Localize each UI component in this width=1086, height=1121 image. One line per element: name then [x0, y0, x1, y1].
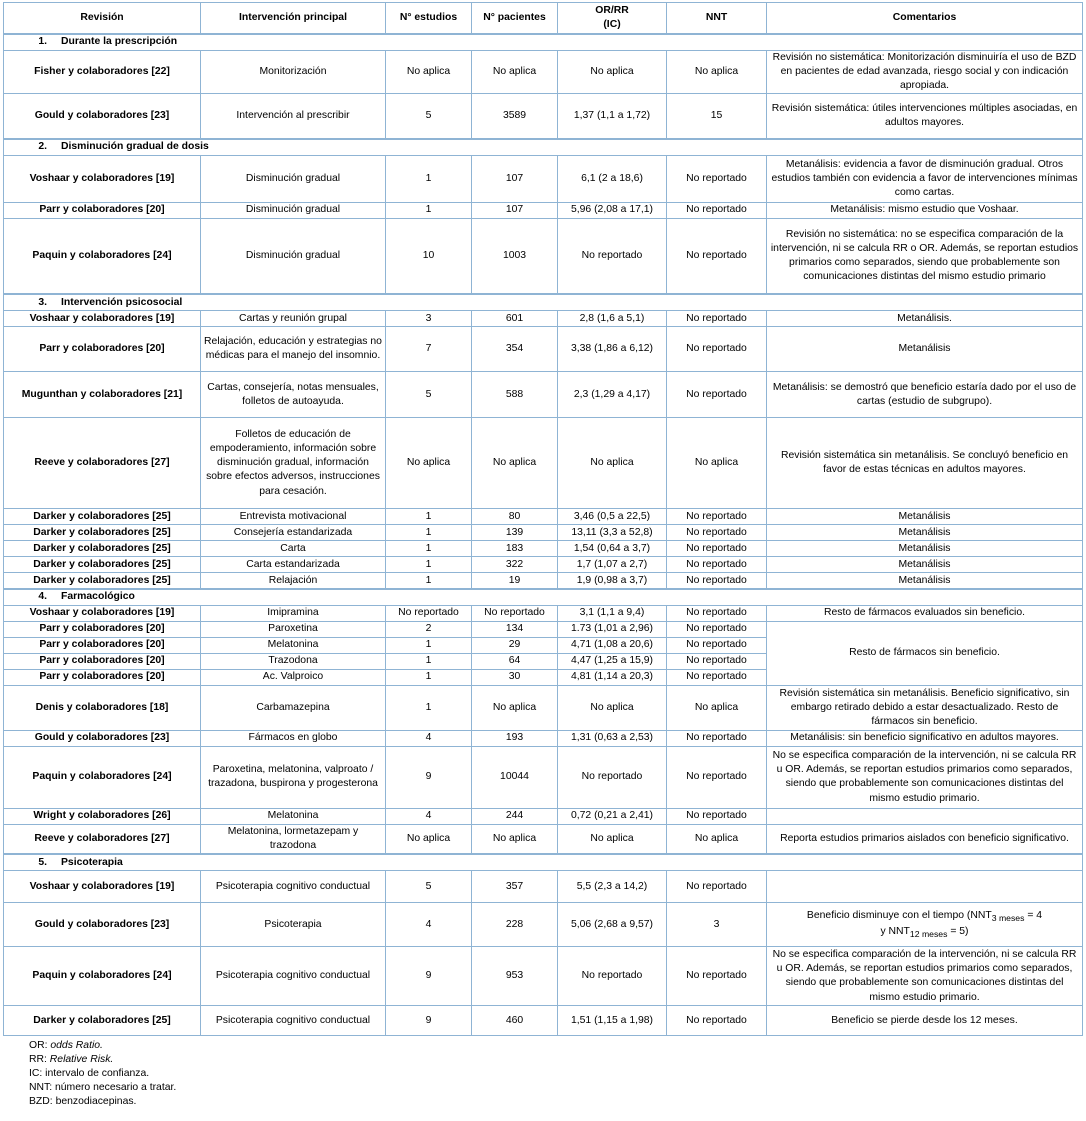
cell-or-rr: 1,51 (1,15 a 1,98)	[558, 1006, 667, 1036]
cell-or-rr: 5,06 (2,68 a 9,57)	[558, 903, 667, 947]
cell-or-rr: 3,1 (1,1 a 9,4)	[558, 605, 667, 621]
cell-nnt: No reportado	[667, 730, 767, 746]
cell-revision: Wright y colaboradores [26]	[4, 808, 201, 824]
cell-pacientes: 193	[472, 730, 558, 746]
cell-estudios: 5	[386, 94, 472, 139]
header-or-rr-line2: (IC)	[603, 19, 621, 30]
table-row	[4, 685, 1083, 730]
cell-nnt: No reportado	[667, 525, 767, 541]
cell-or-rr: 0,72 (0,21 a 2,41)	[558, 808, 667, 824]
cell-nnt: No aplica	[667, 418, 767, 509]
cell-nnt: No reportado	[667, 746, 767, 808]
cell-revision: Mugunthan y colaboradores [21]	[4, 372, 201, 418]
cell-or-rr: 1,54 (0,64 a 3,7)	[558, 541, 667, 557]
cell-estudios: 1	[386, 637, 472, 653]
cell-revision: Paquin y colaboradores [24]	[4, 746, 201, 808]
cell-nnt: No reportado	[667, 541, 767, 557]
section-title: Durante la prescripción	[61, 36, 178, 48]
section-row	[4, 589, 1083, 606]
table-row	[4, 372, 1083, 418]
cell-or-rr: 2,3 (1,29 a 4,17)	[558, 372, 667, 418]
cell-intervencion: Carta	[201, 541, 386, 557]
cell-comentarios: Resto de fármacos evaluados sin beneficio.	[767, 605, 1083, 621]
cell-nnt: No aplica	[667, 685, 767, 730]
header-revision: Revisión	[4, 3, 201, 35]
cell-intervencion: Consejería estandarizada	[201, 525, 386, 541]
cell-nnt: No reportado	[667, 218, 767, 294]
cell-revision: Voshaar y colaboradores [19]	[4, 311, 201, 327]
cell-comentarios: No se especifica comparación de la intervención, ni se calcula RR u OR. Además, se reportan estudios primarios como separados, siendo que probablemente son comunicaciones distintas del mismo estudio primario.	[767, 746, 1083, 808]
footnote-abbr: NNT:	[29, 1082, 53, 1094]
cell-pacientes: 107	[472, 155, 558, 202]
section-number: 5.	[38, 856, 47, 868]
cell-comentarios: Metanálisis: evidencia a favor de disminución gradual. Otros estudios también con evidencia a favor de intervenciones mínimas como cartas.	[767, 155, 1083, 202]
table-row	[4, 730, 1083, 746]
cell-nnt: No reportado	[667, 509, 767, 525]
cell-or-rr: 3,46 (0,5 a 22,5)	[558, 509, 667, 525]
cell-intervencion: Relajación, educación y estrategias no médicas para el manejo del insomnio.	[201, 327, 386, 372]
cell-pacientes: 183	[472, 541, 558, 557]
cell-intervencion: Psicoterapia cognitivo conductual	[201, 1006, 386, 1036]
cell-or-rr: 1,7 (1,07 a 2,7)	[558, 557, 667, 573]
cell-estudios: 5	[386, 871, 472, 903]
comment-part: Beneficio disminuye con el tiempo (NNT	[806, 910, 992, 922]
footnotes	[3, 1039, 1082, 1109]
footnote-abbr: IC:	[29, 1068, 43, 1080]
cell-revision: Gould y colaboradores [23]	[4, 903, 201, 947]
cell-intervencion: Cartas, consejería, notas mensuales, folletos de autoayuda.	[201, 372, 386, 418]
table-row	[4, 808, 1083, 824]
cell-estudios: 1	[386, 155, 472, 202]
cell-estudios: 1	[386, 557, 472, 573]
cell-intervencion: Trazodona	[201, 653, 386, 669]
cell-estudios: 1	[386, 669, 472, 685]
cell-estudios: 1	[386, 509, 472, 525]
cell-nnt: No aplica	[667, 51, 767, 94]
section-title: Intervención psicosocial	[61, 296, 183, 308]
cell-nnt: No reportado	[667, 557, 767, 573]
cell-comentarios: Metanálisis: se demostró que beneficio estaría dado por el uso de cartas (estudio de subgrupo).	[767, 372, 1083, 418]
cell-pacientes: No aplica	[472, 418, 558, 509]
cell-comentarios	[767, 871, 1083, 903]
cell-pacientes: 601	[472, 311, 558, 327]
section-number: 4.	[38, 591, 47, 603]
comment-subscript: 12 meses	[909, 929, 948, 939]
cell-revision: Darker y colaboradores [25]	[4, 573, 201, 589]
table-row	[4, 541, 1083, 557]
cell-estudios: No aplica	[386, 418, 472, 509]
cell-intervencion: Carta estandarizada	[201, 557, 386, 573]
cell-pacientes: 357	[472, 871, 558, 903]
cell-intervencion: Paroxetina, melatonina, valproato / trazadona, buspirona y progesterona	[201, 746, 386, 808]
cell-comentarios: Revisión sistemática sin metanálisis. Beneficio significativo, sin embargo retirado debido a estar desactualizado. Resto de fármacos sin beneficio.	[767, 685, 1083, 730]
table-row	[4, 1006, 1083, 1036]
cell-revision: Gould y colaboradores [23]	[4, 94, 201, 139]
cell-comentarios: Revisión sistemática: útiles intervenciones múltiples asociadas, en adultos mayores.	[767, 94, 1083, 139]
cell-nnt: 3	[667, 903, 767, 947]
comment-part: = 5)	[947, 925, 969, 937]
cell-or-rr: No reportado	[558, 947, 667, 1006]
cell-revision: Parr y colaboradores [20]	[4, 327, 201, 372]
table-row	[4, 202, 1083, 218]
section-title-cell	[4, 139, 1083, 156]
cell-estudios: 9	[386, 947, 472, 1006]
footnote-line	[29, 1053, 1082, 1067]
cell-revision: Darker y colaboradores [25]	[4, 1006, 201, 1036]
cell-nnt: 15	[667, 94, 767, 139]
cell-estudios: 9	[386, 1006, 472, 1036]
cell-or-rr: 1,31 (0,63 a 2,53)	[558, 730, 667, 746]
cell-nnt: No reportado	[667, 871, 767, 903]
cell-revision: Parr y colaboradores [20]	[4, 202, 201, 218]
cell-comentarios: Revisión sistemática sin metanálisis. Se concluyó beneficio en favor de estas técnicas en adultos mayores.	[767, 418, 1083, 509]
cell-revision: Darker y colaboradores [25]	[4, 525, 201, 541]
cell-intervencion: Relajación	[201, 573, 386, 589]
cell-pacientes: 19	[472, 573, 558, 589]
cell-intervencion: Entrevista motivacional	[201, 509, 386, 525]
cell-or-rr: 3,38 (1,86 a 6,12)	[558, 327, 667, 372]
cell-or-rr: 1,37 (1,1 a 1,72)	[558, 94, 667, 139]
section-title-cell	[4, 589, 1083, 606]
cell-nnt: No reportado	[667, 372, 767, 418]
footnote-line	[29, 1039, 1082, 1053]
footnote-line	[29, 1095, 1082, 1109]
cell-nnt: No reportado	[667, 808, 767, 824]
cell-or-rr: 6,1 (2 a 18,6)	[558, 155, 667, 202]
cell-nnt: No aplica	[667, 824, 767, 854]
footnote-line	[29, 1081, 1082, 1095]
cell-intervencion: Paroxetina	[201, 621, 386, 637]
cell-pacientes: 64	[472, 653, 558, 669]
cell-comentarios: Beneficio se pierde desde los 12 meses.	[767, 1006, 1083, 1036]
section-row	[4, 854, 1083, 871]
cell-or-rr: No aplica	[558, 418, 667, 509]
cell-estudios: 1	[386, 202, 472, 218]
cell-comentarios: Metanálisis: sin beneficio significativo en adultos mayores.	[767, 730, 1083, 746]
cell-or-rr: 13,11 (3,3 a 52,8)	[558, 525, 667, 541]
table-row	[4, 155, 1083, 202]
cell-comentarios: Metanálisis	[767, 573, 1083, 589]
cell-comentarios: Reporta estudios primarios aislados con beneficio significativo.	[767, 824, 1083, 854]
cell-pacientes: 460	[472, 1006, 558, 1036]
table-row	[4, 525, 1083, 541]
comment-part: y NNT	[880, 925, 910, 937]
cell-estudios: 7	[386, 327, 472, 372]
table-row	[4, 327, 1083, 372]
header-estudios: N° estudios	[386, 3, 472, 35]
table-header-row	[4, 3, 1083, 35]
section-title-cell	[4, 294, 1083, 311]
cell-revision: Voshaar y colaboradores [19]	[4, 871, 201, 903]
footnote-text: Relative Risk.	[49, 1054, 114, 1066]
cell-estudios: 5	[386, 372, 472, 418]
table-row	[4, 51, 1083, 94]
cell-pacientes: 139	[472, 525, 558, 541]
cell-intervencion: Melatonina, lormetazepam y trazodona	[201, 824, 386, 854]
footnote-text: intervalo de confianza.	[45, 1068, 150, 1080]
cell-pacientes: No reportado	[472, 605, 558, 621]
cell-pacientes: 1003	[472, 218, 558, 294]
cell-comentarios: Revisión no sistemática: no se especifica comparación de la intervención, ni se calcula RR o OR. Además, se reportan estudios primarios como separados, siendo que probablemente son comunicaciones distintas del mismo estudio primario	[767, 218, 1083, 294]
cell-or-rr: 1,9 (0,98 a 3,7)	[558, 573, 667, 589]
footnote-text: benzodiacepinas.	[55, 1096, 137, 1108]
cell-pacientes: No aplica	[472, 685, 558, 730]
cell-estudios: 4	[386, 730, 472, 746]
cell-estudios: 1	[386, 525, 472, 541]
cell-pacientes: 30	[472, 669, 558, 685]
cell-revision: Darker y colaboradores [25]	[4, 509, 201, 525]
cell-comentarios: Metanálisis	[767, 327, 1083, 372]
cell-intervencion: Psicoterapia	[201, 903, 386, 947]
section-number: 3.	[38, 296, 47, 308]
cell-intervencion: Melatonina	[201, 637, 386, 653]
cell-estudios: 4	[386, 808, 472, 824]
cell-comentarios: Metanálisis.	[767, 311, 1083, 327]
cell-intervencion: Psicoterapia cognitivo conductual	[201, 947, 386, 1006]
cell-nnt: No reportado	[667, 605, 767, 621]
cell-estudios: No reportado	[386, 605, 472, 621]
cell-comentarios: Metanálisis	[767, 541, 1083, 557]
footnote-text: número necesario a tratar.	[54, 1082, 177, 1094]
cell-pacientes: 244	[472, 808, 558, 824]
footnote-abbr: RR:	[29, 1054, 47, 1066]
cell-nnt: No reportado	[667, 202, 767, 218]
cell-revision: Reeve y colaboradores [27]	[4, 824, 201, 854]
cell-revision: Denis y colaboradores [18]	[4, 685, 201, 730]
cell-pacientes: 354	[472, 327, 558, 372]
cell-nnt: No reportado	[667, 669, 767, 685]
cell-comentarios: No se especifica comparación de la intervención, ni se calcula RR u OR. Además, se reportan estudios primarios como separados, siendo que probablemente son comunicaciones distintas del mismo estudio primario.	[767, 947, 1083, 1006]
section-row	[4, 294, 1083, 311]
cell-pacientes: No aplica	[472, 51, 558, 94]
cell-intervencion: Monitorización	[201, 51, 386, 94]
comment-part: = 4	[1024, 910, 1043, 922]
cell-or-rr: No aplica	[558, 51, 667, 94]
table-row	[4, 557, 1083, 573]
cell-comentarios: Metanálisis	[767, 557, 1083, 573]
cell-nnt: No reportado	[667, 573, 767, 589]
header-intervencion: Intervención principal	[201, 3, 386, 35]
cell-comentarios	[767, 808, 1083, 824]
cell-or-rr: 1.73 (1,01 a 2,96)	[558, 621, 667, 637]
cell-revision: Fisher y colaboradores [22]	[4, 51, 201, 94]
cell-revision: Darker y colaboradores [25]	[4, 541, 201, 557]
cell-revision: Parr y colaboradores [20]	[4, 669, 201, 685]
header-or-rr-line1: OR/RR	[595, 4, 629, 16]
cell-pacientes: 134	[472, 621, 558, 637]
cell-or-rr: 2,8 (1,6 a 5,1)	[558, 311, 667, 327]
cell-pacientes: 953	[472, 947, 558, 1006]
review-table-sheet	[3, 2, 1082, 1109]
table-row	[4, 903, 1083, 947]
cell-or-rr: No aplica	[558, 685, 667, 730]
table-row	[4, 746, 1083, 808]
cell-revision: Voshaar y colaboradores [19]	[4, 605, 201, 621]
cell-pacientes: No aplica	[472, 824, 558, 854]
cell-estudios: 4	[386, 903, 472, 947]
footnote-abbr: BZD:	[29, 1096, 53, 1108]
cell-intervencion: Cartas y reunión grupal	[201, 311, 386, 327]
cell-nnt: No reportado	[667, 947, 767, 1006]
cell-estudios: 2	[386, 621, 472, 637]
cell-revision: Parr y colaboradores [20]	[4, 637, 201, 653]
cell-nnt: No reportado	[667, 327, 767, 372]
cell-intervencion: Melatonina	[201, 808, 386, 824]
cell-comentarios: Metanálisis	[767, 525, 1083, 541]
cell-pacientes: 3589	[472, 94, 558, 139]
table-row	[4, 605, 1083, 621]
cell-nnt: No reportado	[667, 621, 767, 637]
cell-revision: Darker y colaboradores [25]	[4, 557, 201, 573]
cell-revision: Paquin y colaboradores [24]	[4, 947, 201, 1006]
cell-nnt: No reportado	[667, 637, 767, 653]
cell-or-rr: No reportado	[558, 218, 667, 294]
table-row	[4, 621, 1083, 637]
table-row	[4, 509, 1083, 525]
section-title: Psicoterapia	[61, 856, 123, 868]
cell-intervencion: Ac. Valproico	[201, 669, 386, 685]
cell-pacientes: 228	[472, 903, 558, 947]
table-row	[4, 218, 1083, 294]
cell-estudios: 10	[386, 218, 472, 294]
cell-comentarios: Resto de fármacos sin beneficio.	[767, 621, 1083, 685]
section-number: 1.	[38, 36, 47, 48]
footnote-line	[29, 1067, 1082, 1081]
cell-intervencion: Intervención al prescribir	[201, 94, 386, 139]
cell-pacientes: 107	[472, 202, 558, 218]
section-row	[4, 139, 1083, 156]
section-title: Farmacológico	[61, 591, 135, 603]
cell-or-rr: No reportado	[558, 746, 667, 808]
cell-estudios: No aplica	[386, 824, 472, 854]
cell-intervencion: Disminución gradual	[201, 202, 386, 218]
cell-estudios: 1	[386, 573, 472, 589]
cell-intervencion: Carbamazepina	[201, 685, 386, 730]
review-table	[3, 2, 1083, 1036]
header-nnt: NNT	[667, 3, 767, 35]
cell-revision: Parr y colaboradores [20]	[4, 653, 201, 669]
section-row	[4, 34, 1083, 51]
section-title: Disminución gradual de dosis	[61, 141, 209, 153]
cell-comentarios: Metanálisis	[767, 509, 1083, 525]
cell-intervencion: Disminución gradual	[201, 155, 386, 202]
cell-intervencion: Fármacos en globo	[201, 730, 386, 746]
cell-estudios: 1	[386, 653, 472, 669]
section-number: 2.	[38, 141, 47, 153]
table-body	[4, 34, 1083, 1036]
comment-subscript: 3 meses	[991, 913, 1025, 924]
header-or-rr	[558, 3, 667, 35]
cell-intervencion: Imipramina	[201, 605, 386, 621]
footnote-abbr: OR:	[29, 1040, 48, 1052]
table-row	[4, 311, 1083, 327]
cell-or-rr: 4,81 (1,14 a 20,3)	[558, 669, 667, 685]
header-pacientes: N° pacientes	[472, 3, 558, 35]
table-row	[4, 824, 1083, 854]
cell-intervencion: Disminución gradual	[201, 218, 386, 294]
cell-estudios: No aplica	[386, 51, 472, 94]
cell-or-rr: 4,71 (1,08 a 20,6)	[558, 637, 667, 653]
cell-nnt: No reportado	[667, 1006, 767, 1036]
cell-or-rr: 4,47 (1,25 a 15,9)	[558, 653, 667, 669]
table-row	[4, 573, 1083, 589]
cell-comentarios: Metanálisis: mismo estudio que Voshaar.	[767, 202, 1083, 218]
cell-revision: Gould y colaboradores [23]	[4, 730, 201, 746]
cell-pacientes: 322	[472, 557, 558, 573]
cell-pacientes: 29	[472, 637, 558, 653]
cell-pacientes: 80	[472, 509, 558, 525]
cell-nnt: No reportado	[667, 311, 767, 327]
cell-or-rr: No aplica	[558, 824, 667, 854]
cell-comentarios	[767, 903, 1083, 947]
header-comentarios: Comentarios	[767, 3, 1083, 35]
cell-nnt: No reportado	[667, 155, 767, 202]
cell-comentarios: Revisión no sistemática: Monitorización disminuiría el uso de BZD en pacientes de edad avanzada, riesgo social y con indicación apropiada.	[767, 51, 1083, 94]
cell-estudios: 1	[386, 541, 472, 557]
section-title-cell	[4, 854, 1083, 871]
cell-estudios: 9	[386, 746, 472, 808]
table-row	[4, 94, 1083, 139]
cell-estudios: 3	[386, 311, 472, 327]
cell-or-rr: 5,96 (2,08 a 17,1)	[558, 202, 667, 218]
footnote-text: odds Ratio.	[50, 1040, 103, 1052]
section-title-cell	[4, 34, 1083, 51]
cell-intervencion: Folletos de educación de empoderamiento, información sobre disminución gradual, información sobre efectos adversos, instrucciones para cesación.	[201, 418, 386, 509]
cell-estudios: 1	[386, 685, 472, 730]
cell-or-rr: 5,5 (2,3 a 14,2)	[558, 871, 667, 903]
cell-revision: Voshaar y colaboradores [19]	[4, 155, 201, 202]
cell-revision: Parr y colaboradores [20]	[4, 621, 201, 637]
cell-pacientes: 10044	[472, 746, 558, 808]
table-row	[4, 871, 1083, 903]
cell-pacientes: 588	[472, 372, 558, 418]
table-row	[4, 947, 1083, 1006]
cell-revision: Reeve y colaboradores [27]	[4, 418, 201, 509]
cell-intervencion: Psicoterapia cognitivo conductual	[201, 871, 386, 903]
cell-nnt: No reportado	[667, 653, 767, 669]
table-row	[4, 418, 1083, 509]
cell-revision: Paquin y colaboradores [24]	[4, 218, 201, 294]
